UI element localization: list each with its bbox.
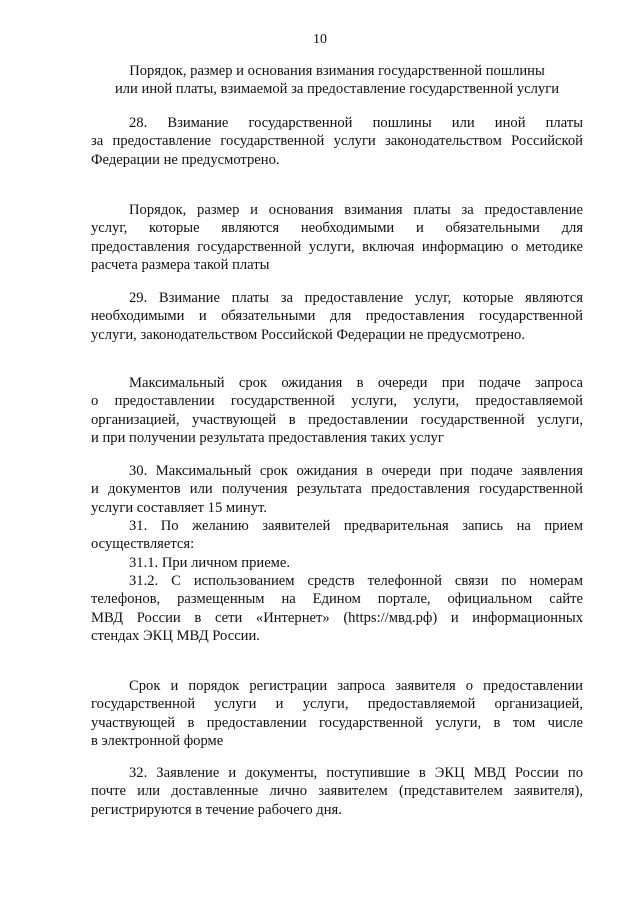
heading-line: предоставления государственной услуги, включая информацию о методике — [91, 238, 583, 255]
paragraph-line: почте или доставленные лично заявителем (представителем заявителя), — [91, 783, 583, 800]
paragraph-line: услуги, законодательством Российской Федерации не предусмотрено. — [91, 326, 525, 343]
paragraph-line: 29. Взимание платы за предоставление услуг, которые являются — [129, 290, 583, 306]
heading-line: государственной услуги и услуги, предоставляемой организацией, — [91, 696, 583, 713]
heading-line: в электронной форме — [91, 732, 224, 749]
paragraph-line: Федерации не предусмотрено. — [91, 151, 280, 168]
heading-line: организацией, участвующей в предоставлении государственной услуги, — [91, 411, 583, 428]
paragraph-line: 30. Максимальный срок ожидания в очереди при подаче заявления — [129, 463, 583, 479]
heading-line: о предоставлении государственной услуги, услуги, предоставляемой — [91, 393, 583, 410]
page-number: 10 — [313, 32, 327, 47]
heading-line: Порядок, размер и основания взимания платы за предоставление — [129, 202, 583, 218]
paragraph-line: услуги составляет 15 минут. — [91, 499, 267, 516]
paragraph-line: 28. Взимание государственной пошлины или иной платы — [129, 115, 583, 131]
heading-line: участвующей в предоставлении государственной услуги, в том числе — [91, 714, 583, 731]
heading-line: Максимальный срок ожидания в очереди при подаче запроса — [129, 375, 583, 391]
paragraph-line: регистрируются в течение рабочего дня. — [91, 801, 342, 818]
paragraph-line: за предоставление государственной услуги законодательством Российской — [91, 133, 583, 150]
paragraph-line: 32. Заявление и документы, поступившие в ЭКЦ МВД России по — [129, 765, 583, 781]
paragraph-28 — [91, 114, 583, 169]
section-heading-registration — [91, 677, 583, 750]
section-heading-state-duty — [91, 62, 583, 99]
paragraph-line: 31.1. При личном приеме. — [129, 555, 291, 571]
heading-line: расчета размера такой платы — [91, 256, 270, 273]
paragraph-line: 31. По желанию заявителей предварительная запись на прием — [129, 518, 583, 534]
paragraph-line: осуществляется: — [91, 536, 195, 553]
paragraph-line: телефонов, размещенным на Едином портале, официальном сайте — [91, 591, 583, 608]
heading-line: Срок и порядок регистрации запроса заявителя о предоставлении — [129, 678, 583, 694]
paragraph-29 — [91, 289, 583, 344]
paragraph-31-2 — [91, 572, 583, 645]
paragraph-31-1 — [91, 554, 583, 572]
paragraph-line: и документов или получения результата предоставления государственной — [91, 481, 583, 498]
paragraph-line: необходимыми и обязательными для предоставления государственной — [91, 308, 583, 325]
paragraph-30 — [91, 462, 583, 517]
paragraph-line: 31.2. С использованием средств телефонной связи по номерам — [129, 573, 583, 589]
section-heading-fee-services — [91, 201, 583, 274]
heading-line: услуг, которые являются необходимыми и обязательными для — [91, 220, 583, 237]
paragraph-31 — [91, 517, 583, 554]
heading-line: и при получении результата предоставления таких услуг — [91, 429, 444, 446]
heading-line: или иной платы, взимаемой за предоставление государственной услуги — [114, 81, 560, 98]
paragraph-32 — [91, 764, 583, 819]
heading-line: Порядок, размер и основания взимания государственной пошлины — [129, 63, 545, 79]
section-heading-queue-time — [91, 374, 583, 447]
paragraph-line: МВД России в сети «Интернет» (https://мвд.рф) и информационных — [91, 609, 583, 626]
paragraph-line: стендах ЭКЦ МВД России. — [91, 627, 260, 644]
